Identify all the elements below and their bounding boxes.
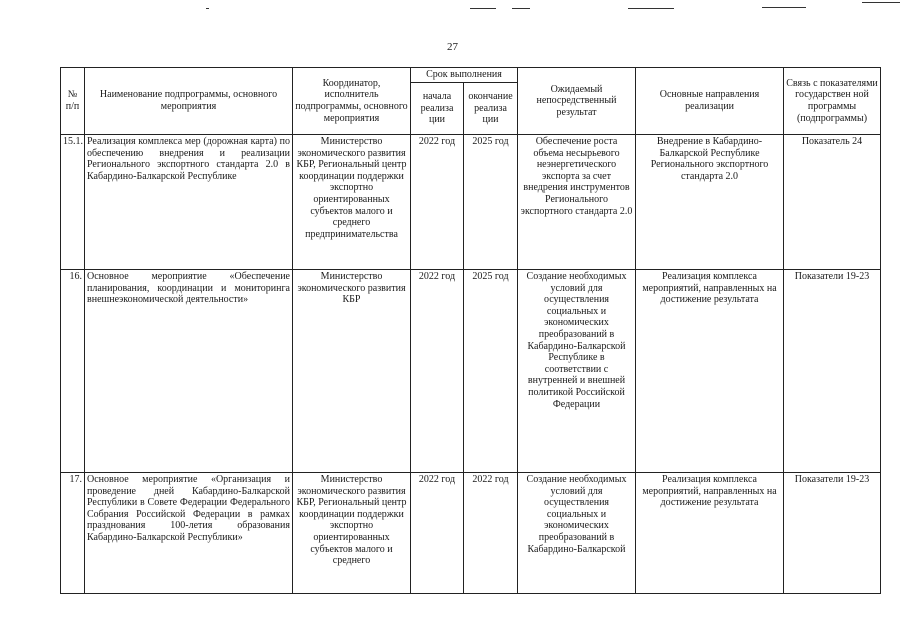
scan-mark	[512, 8, 530, 9]
row-end: 2022 год	[464, 473, 518, 594]
row-end: 2025 год	[464, 270, 518, 473]
table-row	[61, 473, 881, 594]
row-link: Показатель 24	[784, 135, 881, 270]
row-directions: Внедрение в Кабардино-Балкарской Республике Регионального экспортного стандарта 2.0	[636, 135, 784, 270]
scan-mark	[206, 8, 209, 9]
row-directions: Реализация комплекса мероприятий, направленных на достижение результата	[636, 270, 784, 473]
row-link: Показатели 19-23	[784, 473, 881, 594]
row-name: Основное мероприятие «Организация и проведение дней Кабардино-Балкарской Республики в Совете Федерации Федерального Собрания Российской Федерации в рамках празднования 100-летия образования Кабардино-Балкарской Республики»	[85, 473, 293, 594]
row-coordinator: Министерство экономического развития КБР, Региональный центр координации поддержки экспортно ориентированных субъектов малого и среднего	[293, 473, 411, 594]
row-result: Создание необходимых условий для осуществления социальных и экономических преобразований в Кабардино-Балкарской	[518, 473, 636, 594]
header-directions: Основные направления реализации	[636, 68, 784, 135]
row-result: Обеспечение роста объема несырьевого неэнергетического экспорта за счет внедрения инструментов Регионального экспортного стандарта 2.0	[518, 135, 636, 270]
scan-mark	[470, 8, 496, 9]
row-directions: Реализация комплекса мероприятий, направленных на достижение результата	[636, 473, 784, 594]
header-term-end: окончание реализа ции	[464, 83, 518, 135]
row-result: Создание необходимых условий для осуществления социальных и экономических преобразований в Кабардино-Балкарской Республике в соответствии с внутренней и внешней политикой Российской Федерации	[518, 270, 636, 473]
table-row	[61, 270, 881, 473]
row-num: 15.1.	[61, 135, 85, 270]
row-coordinator: Министерство экономического развития КБР	[293, 270, 411, 473]
row-name: Реализация комплекса мер (дорожная карта) по обеспечению внедрения и реализации Регионального экспортного стандарта 2.0 в Кабардино-Балкарской Республике	[85, 135, 293, 270]
header-coordinator: Координатор, исполнитель подпрограммы, основного мероприятия	[293, 68, 411, 135]
row-start: 2022 год	[411, 270, 464, 473]
row-name: Основное мероприятие «Обеспечение планирования, координации и мониторинга внешнеэкономической деятельности»	[85, 270, 293, 473]
scan-mark	[762, 7, 806, 8]
row-link: Показатели 19-23	[784, 270, 881, 473]
header-row	[61, 68, 881, 83]
row-end: 2025 год	[464, 135, 518, 270]
header-link: Связь с показателями государствен ной программы (подпрограммы)	[784, 68, 881, 135]
table-row	[61, 135, 881, 270]
scan-mark	[628, 8, 674, 9]
row-start: 2022 год	[411, 135, 464, 270]
page-number: 27	[447, 41, 458, 53]
row-coordinator: Министерство экономического развития КБР, Региональный центр координации поддержки экспортно ориентированных субъектов малого и среднего предпринимательства	[293, 135, 411, 270]
program-table	[60, 67, 881, 594]
header-result: Ожидаемый непосредственный результат	[518, 68, 636, 135]
row-num: 16.	[61, 270, 85, 473]
row-num: 17.	[61, 473, 85, 594]
header-term-group: Срок выполнения	[411, 68, 518, 83]
row-start: 2022 год	[411, 473, 464, 594]
scan-mark	[862, 2, 900, 3]
header-term-start: начала реализа ции	[411, 83, 464, 135]
header-name: Наименование подпрограммы, основного мероприятия	[85, 68, 293, 135]
header-num: № п/п	[61, 68, 85, 135]
